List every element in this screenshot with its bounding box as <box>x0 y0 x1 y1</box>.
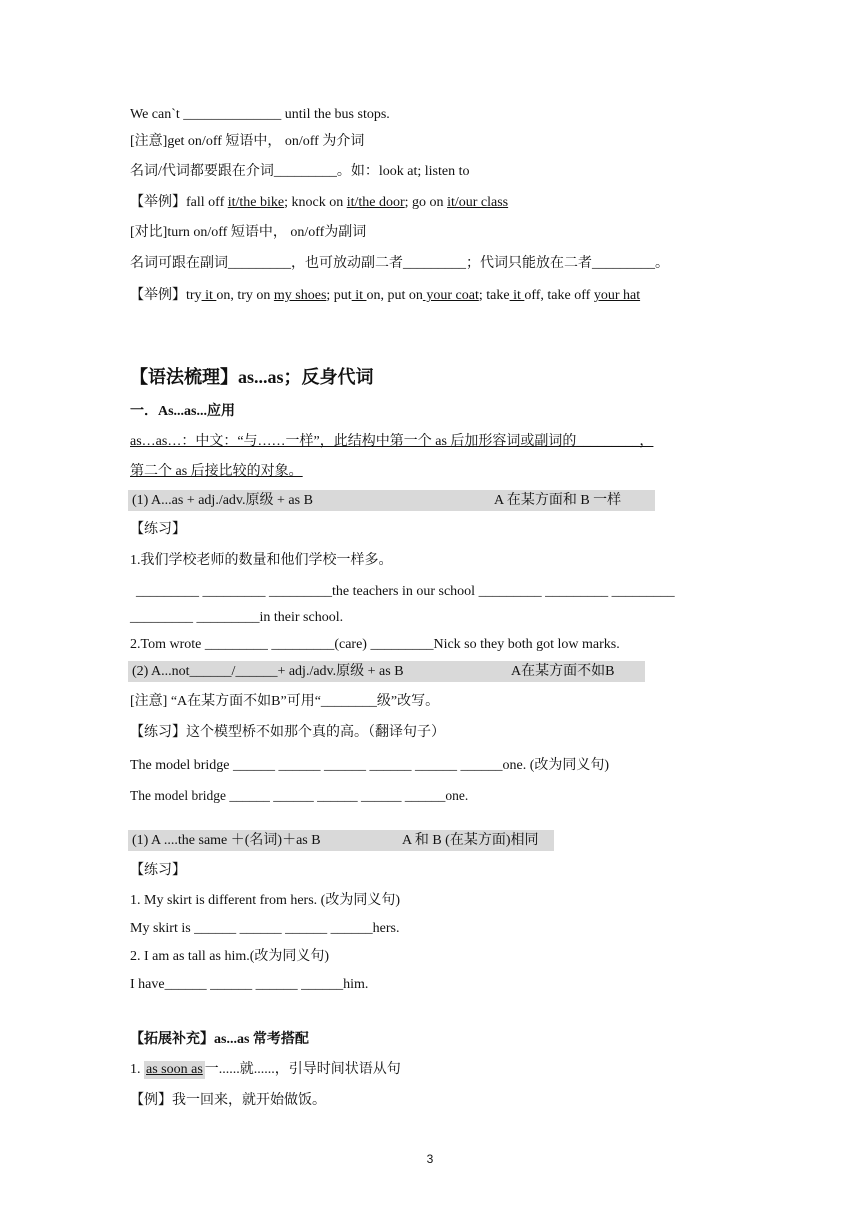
answer-line: The model bridge ______ ______ ______ ______ ______ ______one. (改为同义句) <box>130 758 610 773</box>
rule-line: 名词可跟在副词_________，也可放动副二者_________；代词只能放在二者_________。 <box>130 256 669 271</box>
page-number: 3 <box>426 1152 434 1166</box>
answer-line: My skirt is ______ ______ ______ ______hers. <box>130 921 400 936</box>
practice-line: 【练习】这个模型桥不如那个真的高。（翻译句子） <box>130 725 445 740</box>
text: ; go on <box>404 195 448 210</box>
rule-meaning: A在某方面不如B <box>511 664 615 679</box>
item-number: 1. <box>130 1062 144 1077</box>
rule-meaning: A 在某方面和 B 一样 <box>494 493 622 508</box>
practice-label: 【练习】 <box>130 522 186 537</box>
underlined-text: your coat <box>422 288 479 303</box>
rule-formula: (1) A ....the same ＋(名词)＋as B <box>132 833 321 848</box>
underlined-text: it <box>351 288 367 303</box>
example-line <box>130 287 640 305</box>
sentence-line: We can`t ______________ until the bus stops. <box>130 107 390 122</box>
text: ; take <box>478 288 510 303</box>
text: off, take off <box>524 288 594 303</box>
question-line: 2. I am as tall as him.(改为同义句) <box>130 949 330 964</box>
extension-heading: 【拓展补充】as...as 常考搭配 <box>130 1032 309 1047</box>
example-line <box>130 194 508 212</box>
underlined-text: it/the bike <box>227 195 285 210</box>
subsection-title: 一．As...as...应用 <box>130 404 236 419</box>
underlined-text: it/our class <box>447 195 509 210</box>
underlined-text: it <box>201 288 217 303</box>
highlighted-phrase: as soon as <box>146 1062 203 1077</box>
text: ; knock on <box>284 195 347 210</box>
underlined-text: your hat <box>593 288 641 303</box>
question-line: 2.Tom wrote _________ _________(care) _________Nick so they both got low marks. <box>130 637 620 652</box>
item-text: 一......就......，引导时间状语从句 <box>204 1062 401 1077</box>
practice-label: 【练习】 <box>130 863 186 878</box>
text: 【举例】try <box>130 288 202 303</box>
definition-line: 第二个 as 后接比较的对象。 <box>130 464 303 479</box>
question-line: 1. My skirt is different from hers. (改为同义句) <box>130 893 400 908</box>
example-line: 【例】我一回来，就开始做饭。 <box>130 1093 326 1108</box>
text: 【举例】fall off <box>130 195 228 210</box>
note-line: [注意]get on/off 短语中， on/off 为介词 <box>130 134 365 149</box>
section-heading: 【语法梳理】as...as；反身代词 <box>130 367 374 387</box>
answer-line: _________ _________in their school. <box>130 610 344 625</box>
underlined-text: it <box>509 288 525 303</box>
underlined-text: it/the door <box>346 195 405 210</box>
note-line: [注意] “A在某方面不如B”可用“________级”改写。 <box>130 694 440 709</box>
underlined-text: my shoes <box>273 288 327 303</box>
text: on, try on <box>216 288 274 303</box>
answer-line: I have______ ______ ______ ______him. <box>130 977 369 992</box>
rule-formula: (2) A...not______/______+ adj./adv.原级 + as B <box>132 664 404 679</box>
rule-meaning: A 和 B (在某方面)相同 <box>402 833 539 848</box>
text: ; put <box>326 288 352 303</box>
extension-item <box>130 1061 401 1079</box>
rule-formula: (1) A...as + adj./adv.原级 + as B <box>132 493 313 508</box>
answer-line: The model bridge ______ ______ ______ ______ ______one. <box>130 788 469 803</box>
compare-line: [对比]turn on/off 短语中， on/off为副词 <box>130 225 367 240</box>
definition-line: as…as…：中文：“与……一样”，此结构中第一个 as 后加形容词或副词的_________， <box>130 434 654 449</box>
answer-line: _________ _________ _________the teachers in our school _________ _________ _________ <box>136 584 675 599</box>
rule-line: 名词/代词都要跟在介词_________。如：look at; listen to <box>130 164 470 179</box>
text: on, put on <box>366 288 423 303</box>
question-line: 1.我们学校老师的数量和他们学校一样多。 <box>130 553 393 568</box>
